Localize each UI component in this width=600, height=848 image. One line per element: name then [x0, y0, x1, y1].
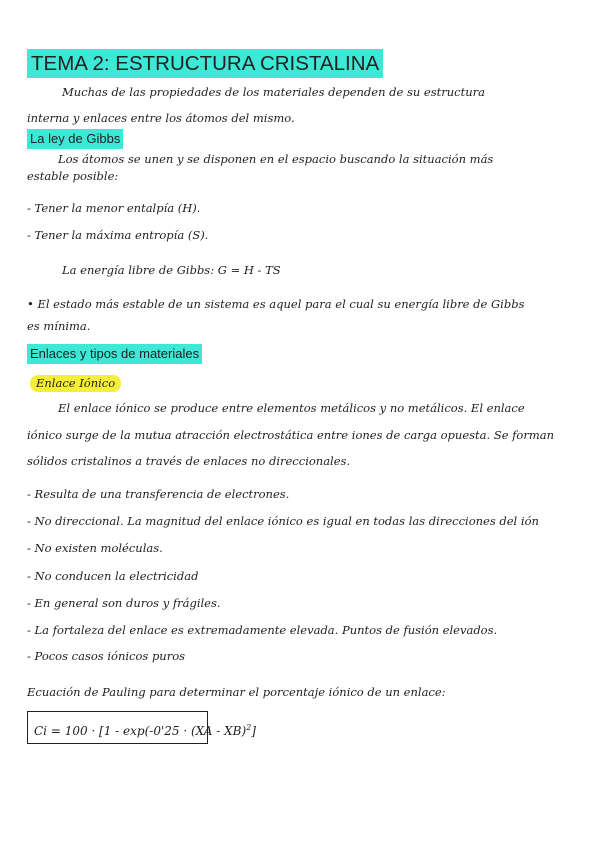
pauling-formula — [27, 711, 256, 744]
gibbs-line-2: estable posible: — [27, 169, 119, 183]
gibbs-equation: La energía libre de Gibbs: G = H - TS — [62, 263, 281, 277]
ionic-bullet-7: - Pocos casos iónicos puros — [27, 649, 186, 663]
gibbs-line-1: Los átomos se unen y se disponen en el espacio buscando la situación más — [58, 152, 494, 166]
gibbs-heading: La ley de Gibbs — [27, 129, 123, 149]
intro-line-1: Muchas de las propiedades de los materiales dependen de su estructura — [62, 85, 485, 99]
ionic-bullet-3: - No existen moléculas. — [27, 541, 163, 555]
ionic-paragraph-3: sólidos cristalinos a través de enlaces no direccionales. — [27, 454, 351, 468]
pauling-intro: Ecuación de Pauling para determinar el porcentaje iónico de un enlace: — [27, 685, 446, 699]
enlaces-heading: Enlaces y tipos de materiales — [27, 344, 202, 364]
page-title: TEMA 2: ESTRUCTURA CRISTALINA — [27, 49, 383, 78]
gibbs-bullet-2: - Tener la máxima entropía (S). — [27, 228, 209, 242]
ionic-paragraph-2: iónico surge de la mutua atracción electrostática entre iones de carga opuesta. Se forman — [27, 428, 555, 442]
formula-exponent: 2 — [246, 723, 252, 732]
formula-close: ] — [251, 724, 256, 738]
ionic-bullet-5: - En general son duros y frágiles. — [27, 596, 221, 610]
gibbs-note-2: es mínima. — [27, 319, 91, 333]
ionic-bullet-1: - Resulta de una transferencia de electrones. — [27, 487, 290, 501]
formula-body: Ci = 100 · [1 - exp(-0'25 · (XA - XB) — [34, 724, 247, 738]
gibbs-bullet-1: - Tener la menor entalpía (H). — [27, 201, 201, 215]
ionic-bullet-4: - No conducen la electricidad — [27, 569, 199, 583]
ionic-subheading: Enlace Iónico — [30, 375, 121, 392]
ionic-paragraph-1: El enlace iónico se produce entre elementos metálicos y no metálicos. El enlace — [58, 401, 525, 415]
gibbs-note-1: • El estado más estable de un sistema es aquel para el cual su energía libre de Gibbs — [27, 297, 525, 311]
intro-line-2: interna y enlaces entre los átomos del mismo. — [27, 111, 295, 125]
ionic-bullet-6: - La fortaleza del enlace es extremadamente elevada. Puntos de fusión elevados. — [27, 623, 498, 637]
ionic-bullet-2: - No direccional. La magnitud del enlace iónico es igual en todas las direcciones del ión — [27, 514, 539, 528]
